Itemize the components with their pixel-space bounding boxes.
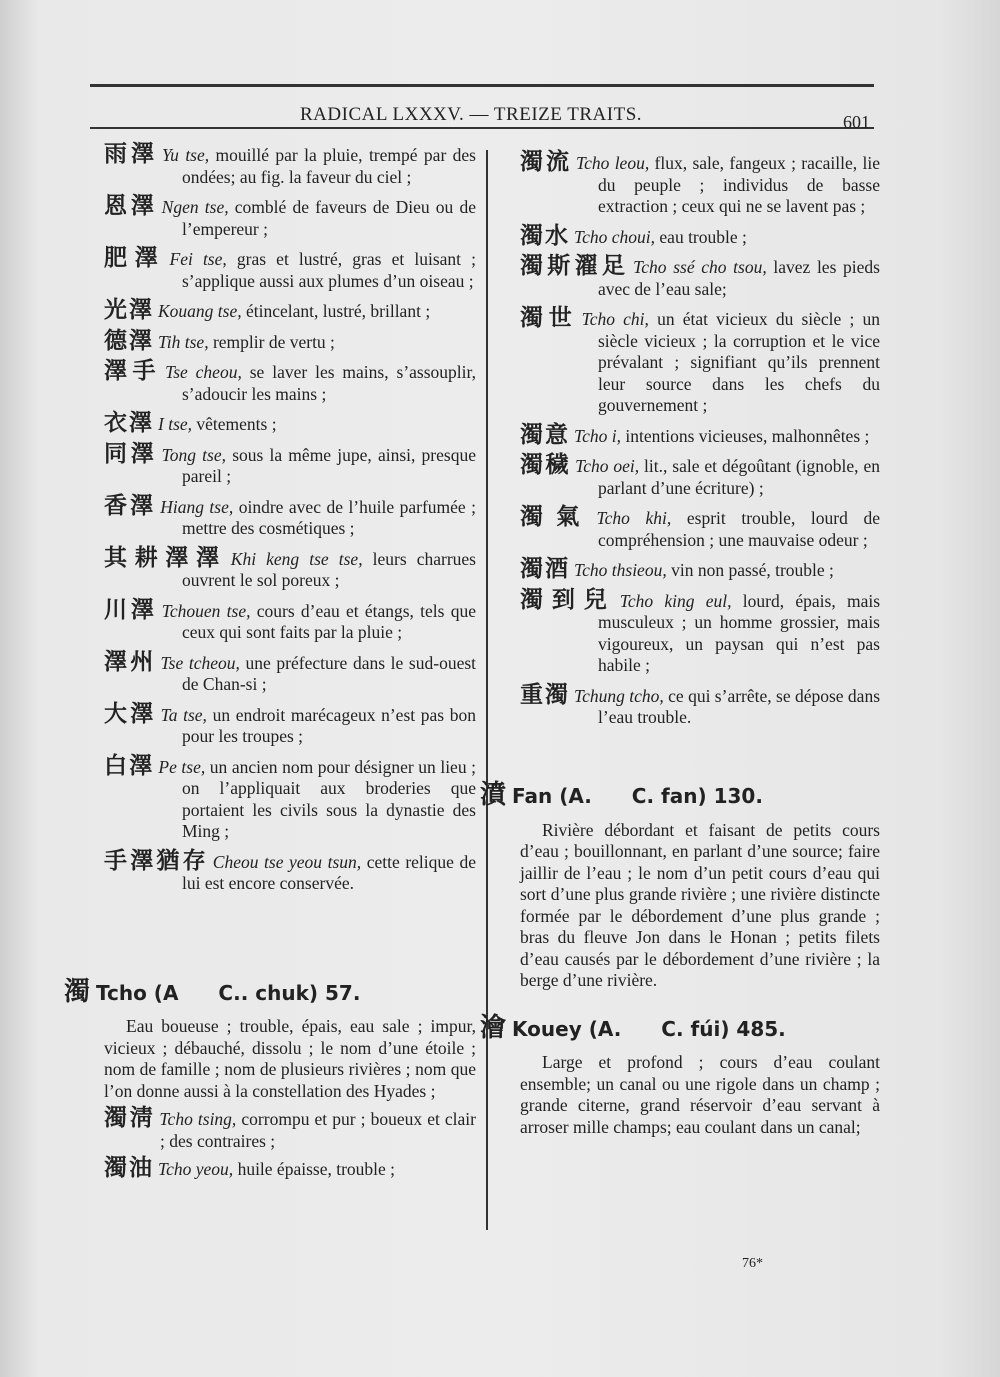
chinese-term: 光澤 xyxy=(104,297,154,323)
definition: corrompu et pur ; boueux et clair ; des contraires ; xyxy=(160,1109,476,1151)
entry xyxy=(520,305,881,417)
romanization: Ta tse, xyxy=(160,704,213,725)
chinese-term: 濁流 xyxy=(520,149,572,175)
right-column xyxy=(480,149,881,1144)
entry xyxy=(104,933,476,956)
definition: vin non passé, trouble ; xyxy=(671,560,834,580)
chinese-term: 濁穢 xyxy=(520,452,572,478)
chinese-term: 恩澤 xyxy=(104,193,158,219)
entry xyxy=(104,193,476,240)
definition: sous la même jupe, ainsi, presque pareil ; xyxy=(182,444,476,486)
left-column xyxy=(64,141,477,1187)
entry xyxy=(104,297,476,323)
romanization: I tse, xyxy=(158,414,197,434)
section-heading-kouey xyxy=(480,1012,880,1043)
chinese-term: 香澤 xyxy=(104,492,157,519)
entry xyxy=(520,253,880,300)
romanization: Tcho thsieou, xyxy=(574,560,672,580)
definition: une préfecture dans le sud-ouest de Chan-si ; xyxy=(182,652,477,694)
entry xyxy=(520,737,880,760)
entry xyxy=(104,492,477,540)
definition: esprit trouble, lourd de compréhension ; une mauvaise odeur ; xyxy=(598,508,881,550)
definition: cours d’eau et étangs, tels que ceux qui sont faits par la pluie ; xyxy=(182,600,476,642)
definition: lavez les pieds avec de l’eau sale; xyxy=(598,257,880,299)
entry xyxy=(104,410,476,436)
romanization: Khi keng tse tse, xyxy=(230,548,373,569)
romanization: Ngen tse, xyxy=(161,197,235,217)
headword-cantonese: C.. chuk) 57. xyxy=(218,980,361,1005)
definition: oindre avec de l’huile parfumée ; mettre des cosmétiques ; xyxy=(182,496,477,538)
entry xyxy=(104,648,477,696)
definition: ce qui s’arrête, se dépose dans l’eau trouble. xyxy=(598,685,881,727)
romanization: Tcho chi, xyxy=(581,309,658,329)
romanization: Yu tse, xyxy=(162,145,216,165)
chinese-term: 手澤猶存 xyxy=(104,847,209,874)
chinese-term: 濁意 xyxy=(520,421,570,448)
entry xyxy=(520,222,880,249)
entry xyxy=(104,700,476,748)
headword-cantonese: C. fúi) 485. xyxy=(661,1016,786,1041)
entry xyxy=(104,596,476,644)
headword-reading: Fan (A. xyxy=(512,784,592,808)
definition: huile épaisse, trouble ; xyxy=(237,1159,396,1179)
chinese-term: 同澤 xyxy=(104,440,158,467)
definition: flux, sale, fangeux ; racaille, lie du peuple ; individus de basse extraction ; ceux qui ne se lavent pas ; xyxy=(598,153,880,216)
chinese-term: 濁氣 xyxy=(520,504,593,530)
headword-character: 濆 xyxy=(480,780,507,810)
chinese-term: 重濁 xyxy=(520,681,570,708)
romanization: Fei tse, xyxy=(169,249,237,269)
entry xyxy=(520,504,881,551)
romanization: Tchouen tse, xyxy=(161,600,257,621)
romanization: Tchung tcho, xyxy=(574,685,669,706)
definition: eau trouble ; xyxy=(659,226,747,247)
chinese-term: 其耕澤澤 xyxy=(104,544,227,571)
entry xyxy=(104,358,477,405)
chinese-term: 澤州 xyxy=(104,648,157,675)
headword-reading: Kouey (A. xyxy=(512,1016,622,1041)
definition: gras et lustré, gras et luisant ; s’applique aussi aux plumes d’un oiseau ; xyxy=(182,249,476,291)
section-body: Eau boueuse ; trouble, épais, eau sale ; impur, vicieux ; débauché, dissolu ; le nom d’une étoile ; nom de famille ; nom de plusieurs rivières ; nom que l’on donne aussi à la constellation des Hyades ; xyxy=(104,1016,476,1101)
definition: se laver les mains, s’assouplir, s’adoucir les mains ; xyxy=(182,362,477,404)
entry xyxy=(104,847,476,895)
romanization: Hiang tse, xyxy=(160,496,239,517)
header-rule xyxy=(90,127,874,129)
entry xyxy=(520,556,880,582)
romanization: Tcho king eul, xyxy=(619,590,743,611)
entry xyxy=(104,245,476,292)
romanization: Tse cheou, xyxy=(165,362,250,382)
romanization: Cheou tse yeou tsun, xyxy=(212,851,367,872)
chinese-term: 濁水 xyxy=(520,222,570,249)
definition: lourd, épais, mais musculeux ; un homme grossier, mais vigoureux, un paysan qui n’est pas habile ; xyxy=(598,590,881,675)
definition: remplir de vertu ; xyxy=(212,331,335,352)
top-rule xyxy=(90,84,874,87)
definition: lit., sale et dégoûtant (ignoble, en parlant d’une écriture) ; xyxy=(598,456,880,498)
romanization: Tcho i, xyxy=(574,425,626,446)
section-body: Large et profond ; cours d’eau coulant ensemble; un canal ou une rigole dans un champ ; grande citerne, grand réservoir d’eau servant à arroser mille champs; eau coulant dans un canal; xyxy=(520,1052,880,1137)
entry xyxy=(104,327,476,354)
chinese-term: 大澤 xyxy=(104,700,157,727)
definition: un endroit marécageux n’est pas bon pour les troupes ; xyxy=(182,704,476,746)
chinese-term: 濁油 xyxy=(104,1155,154,1181)
chinese-term: 濁到兒 xyxy=(520,586,616,613)
romanization: Tcho yeou, xyxy=(158,1159,238,1179)
entry xyxy=(104,141,476,188)
romanization: Tih tse, xyxy=(158,331,213,352)
headword-character: 濁 xyxy=(64,976,91,1007)
definition: mouillé par la pluie, trempé par des ondées; au fig. la faveur du ciel ; xyxy=(182,145,476,187)
entry xyxy=(104,440,476,488)
chinese-term: 澤手 xyxy=(104,358,162,384)
sub-entry xyxy=(104,1155,476,1181)
romanization: Kouang tse, xyxy=(158,301,246,321)
chinese-term: 濁斯濯足 xyxy=(520,253,630,279)
entry xyxy=(104,903,476,926)
romanization: Tse tcheou, xyxy=(160,652,246,673)
chinese-term: 衣澤 xyxy=(104,410,154,436)
entry xyxy=(520,149,880,218)
romanization: Tcho khi, xyxy=(596,508,687,528)
definition: un état vicieux du siècle ; un siècle vicieux ; la corruption et le vice prévalant ; signifiant qu’ils prennent leur source dans les chefs du gouvernement ; xyxy=(598,309,881,415)
section-heading-fan xyxy=(480,780,880,810)
signature-mark: 76* xyxy=(742,1256,763,1271)
romanization: Tcho oei, xyxy=(575,456,645,476)
section-heading-tcho xyxy=(64,976,476,1007)
romanization: Tcho ssé cho tsou, xyxy=(633,257,774,277)
chinese-term: 川澤 xyxy=(104,596,158,623)
column-divider xyxy=(486,150,488,1230)
headword-cantonese: C. fan) 130. xyxy=(631,784,763,808)
definition: leurs charrues ouvrent le sol poreux ; xyxy=(182,548,476,590)
chinese-term: 德澤 xyxy=(104,327,154,354)
headword-reading: Tcho (A xyxy=(96,980,179,1005)
chinese-term: 白澤 xyxy=(104,752,155,779)
definition: comblé de faveurs de Dieu ou de l’empereur ; xyxy=(182,197,476,239)
sub-entry xyxy=(104,1105,476,1152)
romanization: Tcho tsing, xyxy=(159,1109,242,1129)
definition: un ancien nom pour désigner un lieu ; on l’appliquait aux broderies que portaient les civils sous la dynastie des Ming ; xyxy=(182,756,476,841)
entry xyxy=(104,544,476,592)
chinese-term: 濁淸 xyxy=(104,1105,156,1131)
definition: vêtements ; xyxy=(196,414,277,434)
definition: intentions vicieuses, malhonnêtes ; xyxy=(625,425,870,446)
entry xyxy=(104,752,476,843)
definition: étincelant, lustré, brillant ; xyxy=(246,301,431,321)
running-header: RADICAL LXXXV. — TREIZE TRAITS. xyxy=(300,104,643,125)
section-body: Rivière débordant et faisant de petits cours d’eau ; bouillonnant, en parlant d’une source; faire jaillir de l’eau ; le nom d’un petit cours d’eau qui sort d’une plus grande rivière ; une rivière distincte formée par le débordement d’une plus grande ; bras du fleuve Jon dans le Honan ; petits filets d’eau causés par le débordement d’une rivière ; la berge d’une rivière. xyxy=(520,819,880,990)
romanization: Tong tse, xyxy=(161,444,233,465)
definition: cette relique de lui est encore conservée. xyxy=(182,851,476,893)
entry xyxy=(520,681,881,729)
chinese-term: 雨澤 xyxy=(104,141,159,167)
chinese-term: 濁世 xyxy=(520,305,578,331)
romanization: Pe tse, xyxy=(158,756,210,777)
entry xyxy=(520,421,880,448)
romanization: Tcho choui, xyxy=(574,226,660,247)
chinese-term: 濁酒 xyxy=(520,556,570,582)
entry xyxy=(520,586,881,677)
page-number: 601 xyxy=(843,112,870,132)
chinese-term: 肥澤 xyxy=(104,245,166,271)
headword-character: 澮 xyxy=(480,1012,507,1043)
romanization: Tcho leou, xyxy=(575,153,655,173)
entry xyxy=(520,452,880,499)
